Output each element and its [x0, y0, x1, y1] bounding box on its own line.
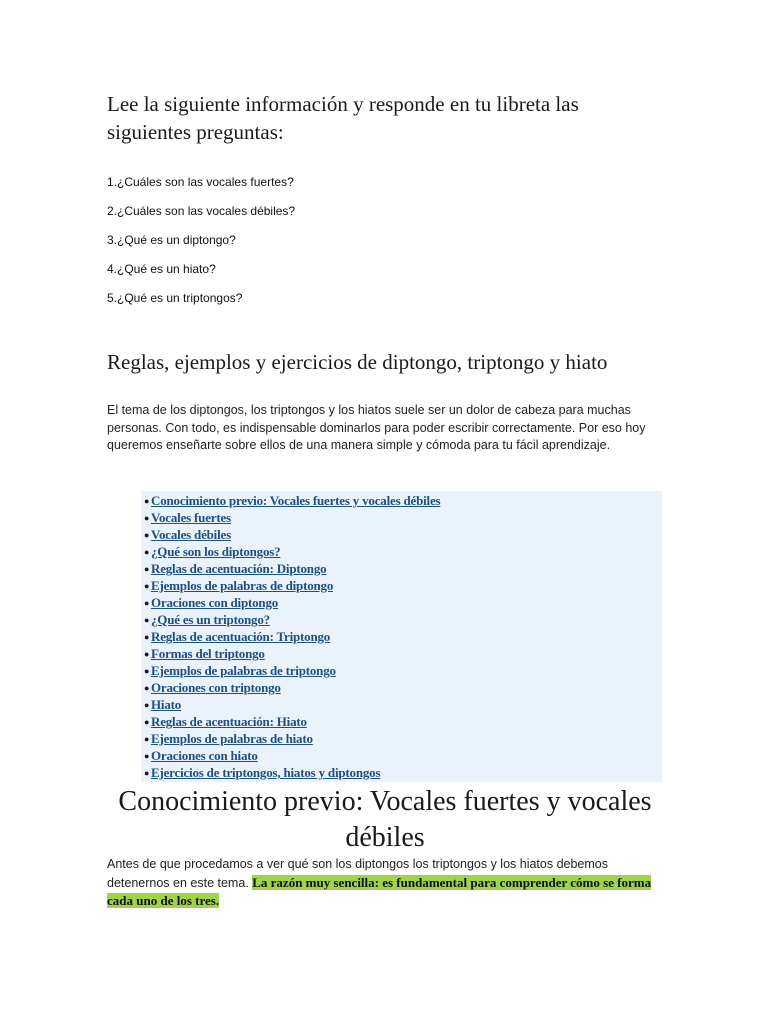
toc-item — [144, 713, 662, 730]
paragraph-text: Antes de que procedamos a ver qué son los diptongos los triptongos y los hiatos debemos detenernos en este tema. — [107, 857, 609, 890]
bullet-icon: ● — [144, 649, 150, 659]
bullet-icon: ● — [144, 547, 150, 557]
toc-link-ejemplos-hiato[interactable]: Ejemplos de palabras de hiato — [151, 731, 313, 746]
toc-link-ejemplos-diptongo[interactable]: Ejemplos de palabras de diptongo — [151, 578, 334, 593]
bullet-icon: ● — [144, 734, 150, 744]
toc-item — [144, 764, 662, 781]
toc-item — [144, 560, 662, 577]
toc-link-reglas-triptongo[interactable]: Reglas de acentuación: Triptongo — [151, 629, 331, 644]
bullet-icon: ● — [144, 564, 150, 574]
bullet-icon: ● — [144, 717, 150, 727]
toc-item — [144, 730, 662, 747]
bullet-icon: ● — [144, 666, 150, 676]
bullet-icon: ● — [144, 700, 150, 710]
toc-link-reglas-diptongo[interactable]: Reglas de acentuación: Diptongo — [151, 561, 327, 576]
table-of-contents — [141, 491, 662, 782]
question-item: 2.¿Cuáles son las vocales débiles? — [107, 204, 296, 218]
intro-instructions: Lee la siguiente información y responde en tu libreta las siguientes preguntas: — [107, 92, 579, 144]
bullet-icon: ● — [144, 496, 150, 506]
toc-link-oraciones-diptongo[interactable]: Oraciones con diptongo — [151, 595, 279, 610]
toc-item — [144, 526, 662, 543]
toc-item — [144, 509, 662, 526]
toc-link-que-es-triptongo[interactable]: ¿Qué es un triptongo? — [151, 612, 270, 627]
toc-link-ejemplos-triptongo[interactable]: Ejemplos de palabras de triptongo — [151, 663, 336, 678]
bullet-icon: ● — [144, 632, 150, 642]
toc-link-que-son-diptongos[interactable]: ¿Qué son los diptongos? — [151, 544, 281, 559]
subsection-title: Conocimiento previo: Vocales fuertes y vocales débiles — [118, 786, 652, 853]
toc-link-oraciones-hiato[interactable]: Oraciones con hiato — [151, 748, 258, 763]
toc-link-reglas-hiato[interactable]: Reglas de acentuación: Hiato — [151, 714, 307, 729]
question-item: 4.¿Qué es un hiato? — [107, 262, 216, 276]
toc-link-vocales-fuertes[interactable]: Vocales fuertes — [151, 510, 231, 525]
toc-link-hiato[interactable]: Hiato — [151, 697, 182, 712]
bullet-icon: ● — [144, 751, 150, 761]
toc-item — [144, 747, 662, 764]
bullet-icon: ● — [144, 768, 150, 778]
toc-item — [144, 594, 662, 611]
question-item: 5.¿Qué es un triptongos? — [107, 291, 243, 305]
toc-link-formas-triptongo[interactable]: Formas del triptongo — [151, 646, 265, 661]
bullet-icon: ● — [144, 683, 150, 693]
toc-link-vocales-debiles[interactable]: Vocales débiles — [151, 527, 231, 542]
bullet-icon: ● — [144, 530, 150, 540]
bullet-icon: ● — [144, 581, 150, 591]
question-item: 3.¿Qué es un diptongo? — [107, 233, 236, 247]
toc-item — [144, 611, 662, 628]
toc-link-oraciones-triptongo[interactable]: Oraciones con triptongo — [151, 680, 281, 695]
subsection-paragraph — [107, 856, 667, 911]
toc-item — [144, 492, 662, 509]
highlighted-text: La razón muy sencilla: es fundamental para comprender cómo se forma cada uno de los tres. — [107, 874, 652, 908]
bullet-icon: ● — [144, 598, 150, 608]
bullet-icon: ● — [144, 513, 150, 523]
question-list — [107, 174, 295, 319]
toc-item — [144, 696, 662, 713]
toc-link-conocimiento-previo[interactable]: Conocimiento previo: Vocales fuertes y vocales débiles — [151, 493, 441, 508]
bullet-icon: ● — [144, 615, 150, 625]
toc-item — [144, 543, 662, 560]
question-item: 1.¿Cuáles son las vocales fuertes? — [107, 175, 294, 189]
toc-item — [144, 679, 662, 696]
section-title: Reglas, ejemplos y ejercicios de diptongo, triptongo y hiato — [107, 350, 608, 374]
toc-link-ejercicios[interactable]: Ejercicios de triptongos, hiatos y diptongos — [151, 765, 381, 780]
toc-item — [144, 662, 662, 679]
toc-item — [144, 645, 662, 662]
toc-item — [144, 577, 662, 594]
intro-paragraph: El tema de los diptongos, los triptongos y los hiatos suele ser un dolor de cabeza para muchas personas. Con todo, es indispensable dominarlos para poder escribir correctamente. Por eso hoy queremos enseñarte sobre ellos de una manera simple y cómoda para tu fácil aprendizaje. — [107, 403, 646, 452]
toc-item — [144, 628, 662, 645]
